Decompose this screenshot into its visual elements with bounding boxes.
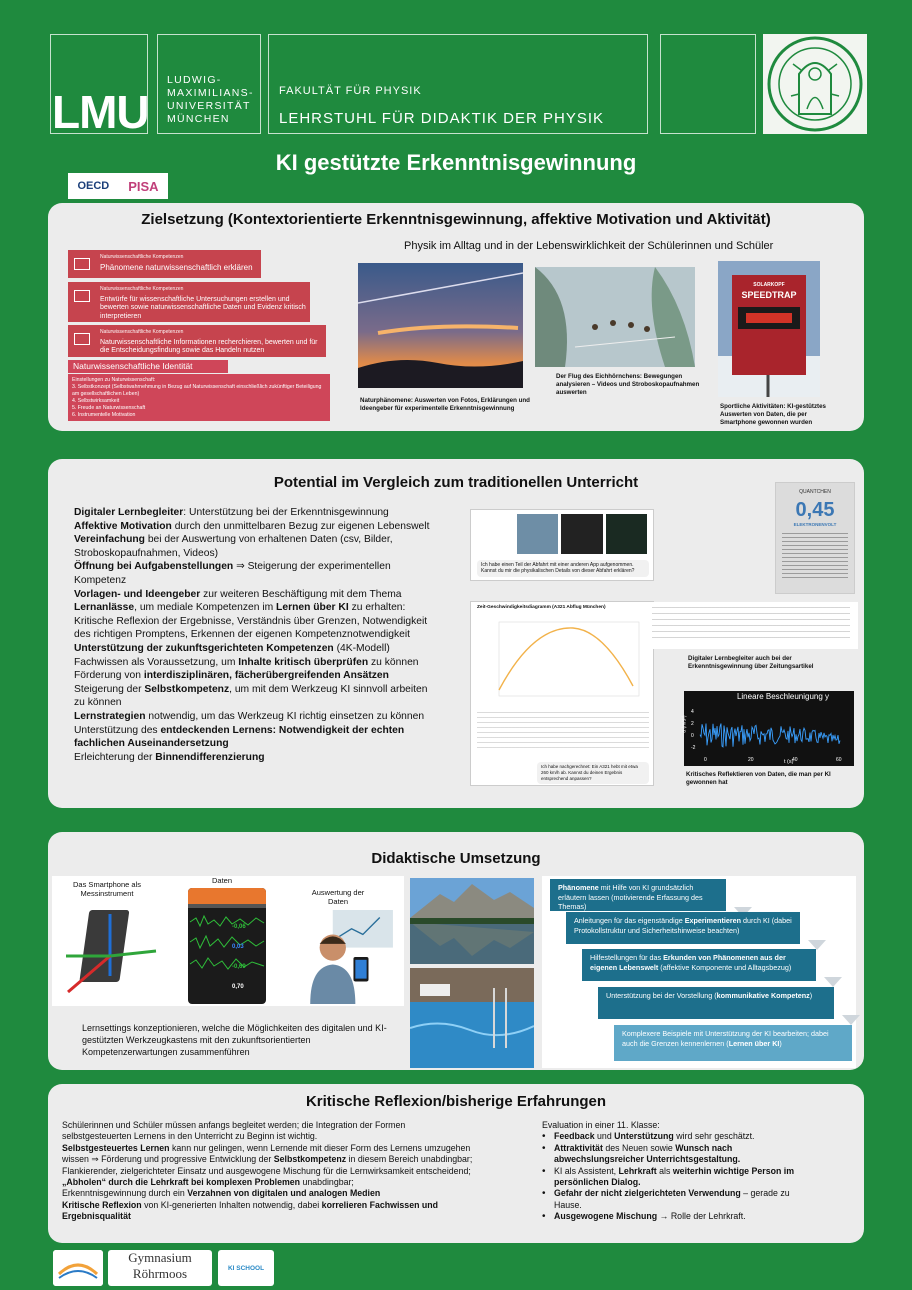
phone-value-4: 0,70 <box>232 984 244 990</box>
stair-step: Anleitungen für das eigenständige Experimentieren durch KI (dabei Protokollstruktur und Sicherheitshinweise beachten) <box>566 912 800 944</box>
acceleration-plot <box>681 691 854 766</box>
pool-photo <box>410 968 534 1068</box>
umsetzung-text: Lernsettings konzeptionieren, welche die Möglichkeiten des digitalen und KI-gestützten Werkzeugkastens mit den zukunftsorientierten Kompetenzerwartungen zusammenführen <box>82 1023 387 1058</box>
zielsetzung-title: Zielsetzung (Kontextorientierte Erkenntnisgewinnung, affektive Motivation und Aktivität) <box>141 211 771 228</box>
potential-line: Lernstrategien notwendig, um das Werkzeug KI richtig einsetzen zu können <box>74 710 425 722</box>
building-icon <box>74 258 90 270</box>
newspaper-clip <box>775 482 855 594</box>
article-text <box>782 533 848 581</box>
quantchen-value: 0,45 <box>795 499 835 521</box>
lake-photo <box>410 878 534 964</box>
evaluation-list <box>542 1131 812 1222</box>
reflexion-line: selbstgesteuerten Lernens in den Unterricht zu Beginn ist wichtig. <box>62 1131 318 1142</box>
identity-label: Naturwissenschaftliche Identität <box>68 360 228 373</box>
ki-school-logo: KI SCHOOL <box>218 1250 274 1286</box>
faculty-name: FAKULTÄT FÜR PHYSIK <box>279 85 422 97</box>
quantchen-label: QUANTCHEN <box>799 489 831 495</box>
caption-squirrel: Der Flug des Eichhörnchens: Bewegungen analysieren – Videos und Stroboskopaufnahmen auswerten <box>556 373 700 396</box>
evaluation-item: • Ausgewogene Mischung → Rolle der Lehrkraft. <box>542 1211 812 1222</box>
accel-ytick: -2 <box>691 745 696 751</box>
lmu-logo: LMU <box>52 86 149 138</box>
caption-sport: Sportliche Aktivitäten: KI-gestütztes Auswerten von Daten, die per Smartphone gewonnen wurden <box>720 403 827 426</box>
speed-curve-chart <box>483 616 643 706</box>
university-name: LUDWIG- MAXIMILIANS- UNIVERSITÄT MÜNCHEN <box>167 74 254 125</box>
stair-step: Unterstützung bei der Vorstellung (kommunikative Kompetenz) <box>598 987 834 1019</box>
accel-title: Lineare Beschleunigung y <box>736 692 830 701</box>
stair-step: Hilfestellungen für das Erkunden von Phänomenen aus der eigenen Lebenswelt (affektive Komponente und Alltagsbezug) <box>582 949 816 981</box>
competency-research: Naturwissenschaftliche Kompetenzen Naturwissenschaftliche Informationen recherchieren, bewerten und für die Entscheidungsfindung sowie das Handeln nutzen <box>68 325 326 357</box>
reflexion-line: Flankierender, zielgerichteter Einsatz und ausgewogene Mischung für die Lernwirksamkeit entscheidend; <box>62 1165 471 1176</box>
header-spacer-box <box>660 34 756 134</box>
chair-name: LEHRSTUHL FÜR DIDAKTIK DER PHYSIK <box>279 110 604 127</box>
panel-reflexion <box>48 1084 864 1243</box>
zielsetzung-subtitle: Physik im Alltag und in der Lebenswirklichkeit der Schülerinnen und Schüler <box>404 240 774 252</box>
panel-potential <box>48 459 864 808</box>
quantchen-unit: ELEKTRONENVOLT <box>793 522 837 527</box>
reflexion-right <box>542 1120 812 1223</box>
chat-question: Ich habe einen Teil der Abfahrt mit einer anderen App aufgenommen. Kannst du mir die physikalischen Details von dieser Abfahrt erklären? <box>477 560 649 577</box>
potential-list <box>74 506 494 764</box>
evaluation-item: • Attraktivität des Neuen sowie Wunsch nach abwechslungsreicher Unterrichtsgestaltung. <box>542 1143 812 1166</box>
label-auswertung: Auswertung der Daten <box>311 888 365 906</box>
gymnasium-logo: Gymnasium Röhrmoos <box>108 1250 212 1286</box>
accel-ytick: 0 <box>691 733 694 739</box>
speedtrap-word: SPEEDTRAP <box>741 290 797 300</box>
identity-box: Einstellungen zu Naturwissenschaft: 3. Selbstkonzept (Selbstwahrnehmung in Bezug auf Naturwissenschaft einschließlich zukünftiger Beteiligung am gesellschaftlichen Leben) 4. Selbstwirksamkeit 5. Freude an Naturwissenschaft 6. Instrumentelle Motivation <box>68 374 330 421</box>
competency-design: Naturwissenschaftliche Kompetenzen Entwürfe für wissenschaftliche Untersuchungen erstellen und bewerten sowie naturwissenschaftliche Daten und Evidenz kritisch interpretieren <box>68 282 310 322</box>
caption-digital: Digitaler Lernbegleiter auch bei der Erkenntnisgewinnung über Zeitungsartikel <box>688 655 814 670</box>
chat-followup-text <box>652 607 850 643</box>
panel-zielsetzung <box>48 203 864 431</box>
reflexion-line: Selbstgesteuertes Lernen kann nur gelingen, wenn Lernende mit dieser Form des Lernens umzugehen <box>62 1142 471 1153</box>
stair-step: Komplexere Beispiele mit Unterstützung der KI bearbeiten; dabei auch die Grenzen kennenlernen (Lernen über KI) <box>614 1025 852 1061</box>
building-icon <box>74 290 90 302</box>
potential-line: Öffnung bei Aufgabenstellungen ⇒ Steigerung der experimentellen <box>74 561 391 573</box>
potential-line: des richtigen Promptens, Erkennen der eigenen Kompetenznotwendigkeit <box>74 629 411 641</box>
chat-followup <box>644 602 858 649</box>
school-emblem-logo <box>53 1250 103 1286</box>
accel-xtick: 60 <box>836 757 842 763</box>
app-screens <box>517 514 647 554</box>
reflexion-left <box>62 1120 536 1223</box>
speedtrap-brand: SOLARKOPF <box>753 282 785 288</box>
potential-line: Förderung von interdisziplinären, fächerübergreifenden Ansätzen <box>74 670 389 682</box>
chart-notes <box>477 712 649 752</box>
evaluation-intro: Evaluation in einer 11. Klasse: <box>542 1120 660 1130</box>
phone-axes-icon <box>56 906 166 998</box>
university-seal-icon <box>763 34 867 134</box>
potential-line: zu können <box>74 697 122 709</box>
stair-step: Phänomene mit Hilfe von KI grundsätzlich erläutern lassen (motivierende Erfassung des Themas) <box>550 879 726 911</box>
workflow-card <box>52 876 404 1006</box>
potential-line: fachlichen Auseinandersetzung <box>74 738 229 750</box>
phone-value-2: 0,03 <box>232 944 244 950</box>
chart-title: Zeit-Geschwindigkeitsdiagramm (A321 Abflug München) <box>477 605 606 610</box>
potential-line: Kompetenz <box>74 574 127 586</box>
phone-screen <box>188 888 266 1004</box>
down-arrow-icon <box>842 1015 860 1025</box>
accel-xtick: 20 <box>748 757 754 763</box>
evaluation-item: • KI als Assistent, Lehrkraft als weiterhin wichtige Person im persönlichen Dialog. <box>542 1166 812 1189</box>
potential-line: Lernanlässe, um mediale Kompetenzen im Lernen über KI zu erhalten: <box>74 602 406 614</box>
potential-line: Affektive Motivation durch den unmittelbaren Bezug zur eigenen Lebenswelt <box>74 520 430 532</box>
accel-ytick: 4 <box>691 709 694 715</box>
potential-title: Potential im Vergleich zum traditionellen Unterricht <box>273 474 639 491</box>
accel-xtick: 0 <box>704 757 707 763</box>
partner-logos <box>68 173 168 199</box>
competency-explain: Naturwissenschaftliche Kompetenzen Phänomene naturwissenschaftlich erklären <box>68 250 261 278</box>
phone-value-3: -0,69 <box>232 964 246 970</box>
sunset-photo <box>358 263 523 388</box>
potential-line: Vereinfachung bei der Auswertung von erhaltenen Daten (csv, Bilder, <box>74 534 393 546</box>
potential-line: Stroboskopaufnahmen, Videos) <box>74 547 219 559</box>
evaluation-item: • Gefahr der nicht zielgerichteten Verwendung – gerade zu Hause. <box>542 1188 812 1211</box>
potential-line: Fachwissen als Voraussetzung, um Inhalte kritisch überprüfen zu können <box>74 656 419 668</box>
caption-accel: Kritisches Reflektieren von Daten, die man per KI gewonnen hat <box>686 771 831 786</box>
label-smartphone: Das Smartphone als Messinstrument <box>73 880 141 898</box>
student-illustration <box>292 910 398 1004</box>
accel-ytick: 2 <box>691 721 694 727</box>
phone-value-1: -0,06 <box>232 924 246 930</box>
potential-line: Erleichterung der Binnendifferenzierung <box>74 751 265 763</box>
accel-xtick: 40 <box>792 757 798 763</box>
potential-line: Unterstützung der zukunftsgerichteten Kompetenzen (4K-Modell) <box>74 642 390 654</box>
chart-screenshot <box>470 601 654 786</box>
caption-nature: Naturphänomene: Auswerten von Fotos, Erklärungen und Ideengeber für experimentelle Erkenntnisgewinnung <box>360 397 530 412</box>
reflexion-line: „Abholen“ durch die Lehrkraft bei komplexen Problemen unabdingbar; <box>62 1177 354 1188</box>
waveform-icon <box>188 908 266 978</box>
reflexion-line: wissen ⇒ Förderung und progressive Entwicklung der Selbstkompetenz in diesem Bereich unabdingbar; <box>62 1154 473 1165</box>
reflexion-line: Kritische Reflexion von KI-generierten Inhalten notwendig, dabei korrelieren Fachwissen und <box>62 1199 439 1210</box>
accel-xlabel: t (s) <box>784 759 794 765</box>
potential-line: Kritische Reflexion der Ergebnisse, Verständnis über Grenzen, Notwendigkeit <box>74 615 428 627</box>
potential-line: Unterstützung des entdeckenden Lernens: Notwendigkeit der echten <box>74 724 405 736</box>
chart-reply: Ich habe nachgerechnet: Ein A321 hebt mit etwa 260 km/h ab. Kannst du deinen Ergebnis entsprechend anpassen? <box>537 762 649 784</box>
potential-line: Steigerung der Selbstkompetenz, um mit dem Werkzeug KI sinnvoll arbeiten <box>74 683 428 695</box>
building-icon <box>74 333 90 345</box>
label-daten: Daten <box>212 876 233 885</box>
umsetzung-title: Didaktische Umsetzung <box>371 850 541 867</box>
down-arrow-icon <box>824 977 842 987</box>
chat-screenshot <box>470 509 654 581</box>
accel-ylabel: a (m/s²) <box>681 715 688 733</box>
panel-umsetzung <box>48 832 864 1070</box>
reflexion-line: Erkenntnisgewinnung durch ein Verzahnen von digitalen und analogen Medien <box>62 1188 381 1199</box>
potential-line: Digitaler Lernbegleiter: Unterstützung bei der Erkenntnisgewinnung <box>74 507 389 518</box>
evaluation-item: • Feedback und Unterstützung wird sehr geschätzt. <box>542 1131 812 1142</box>
squirrel-photo <box>535 267 695 367</box>
reflexion-line: Ergebnisqualität <box>62 1211 131 1222</box>
oecd-logo: OECD <box>77 180 110 192</box>
reflexion-line: Schülerinnen und Schüler müssen anfangs begleitet werden; die Integration der Formen <box>62 1120 406 1130</box>
potential-line: Vorlagen- und Ideengeber zur weiteren Beschäftigung mit dem Thema <box>74 588 402 600</box>
reflexion-title: Kritische Reflexion/bisherige Erfahrungen <box>305 1093 607 1110</box>
poster-title: KI gestützte Erkenntnisgewinnung <box>275 150 637 175</box>
pisa-logo: PISA <box>128 178 159 194</box>
